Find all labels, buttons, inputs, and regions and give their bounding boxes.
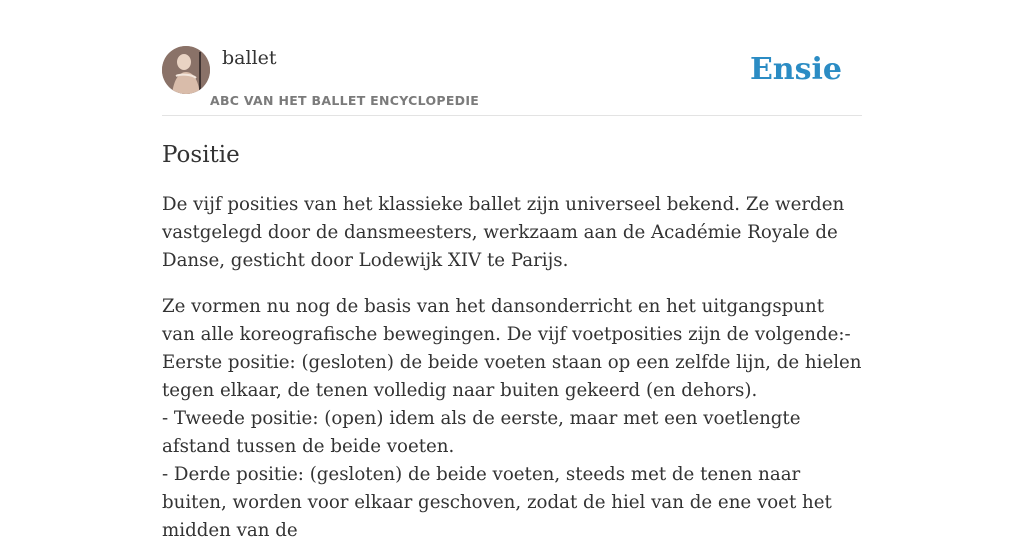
article-paragraph (162, 293, 862, 545)
avatar[interactable] (162, 46, 210, 94)
brand-logo[interactable]: Ensie (749, 52, 842, 87)
article-paragraph (162, 191, 862, 275)
category-link[interactable]: ballet (222, 47, 277, 69)
paragraph-text: De vijf posities van het klassieke ballet zijn universeel bekend. Ze werden vastgelegd door de dansmeesters, werkzaam aan de Académie Royale de Danse, gesticht door Lodewijk XIV te Parijs. (162, 194, 845, 271)
dancer-photo-icon (162, 46, 210, 94)
page-title: Positie (162, 142, 240, 168)
paragraph-text: - Tweede positie: (open) idem als de eerste, maar met een voetlengte afstand tussen de beide voeten. (162, 408, 801, 457)
page-container (162, 0, 862, 545)
header (162, 0, 862, 116)
paragraph-text: Ze vormen nu nog de basis van het dansonderricht en het uitgangspunt van alle koreografische bewegingen. De vijf voetposities zijn de volgende:- Eerste positie: (gesloten) de beide voeten staan op een zelfde lijn, de hielen tegen elkaar, de tenen volledig naar buiten gekeerd (en dehors). (162, 296, 862, 401)
paragraph-text: - Derde positie: (gesloten) de beide voeten, steeds met de tenen naar buiten, worden voor elkaar geschoven, zodat de hiel van de ene voet het midden van de (162, 464, 832, 541)
encyclopedia-subtitle[interactable]: ABC VAN HET BALLET ENCYCLOPEDIE (210, 93, 480, 108)
